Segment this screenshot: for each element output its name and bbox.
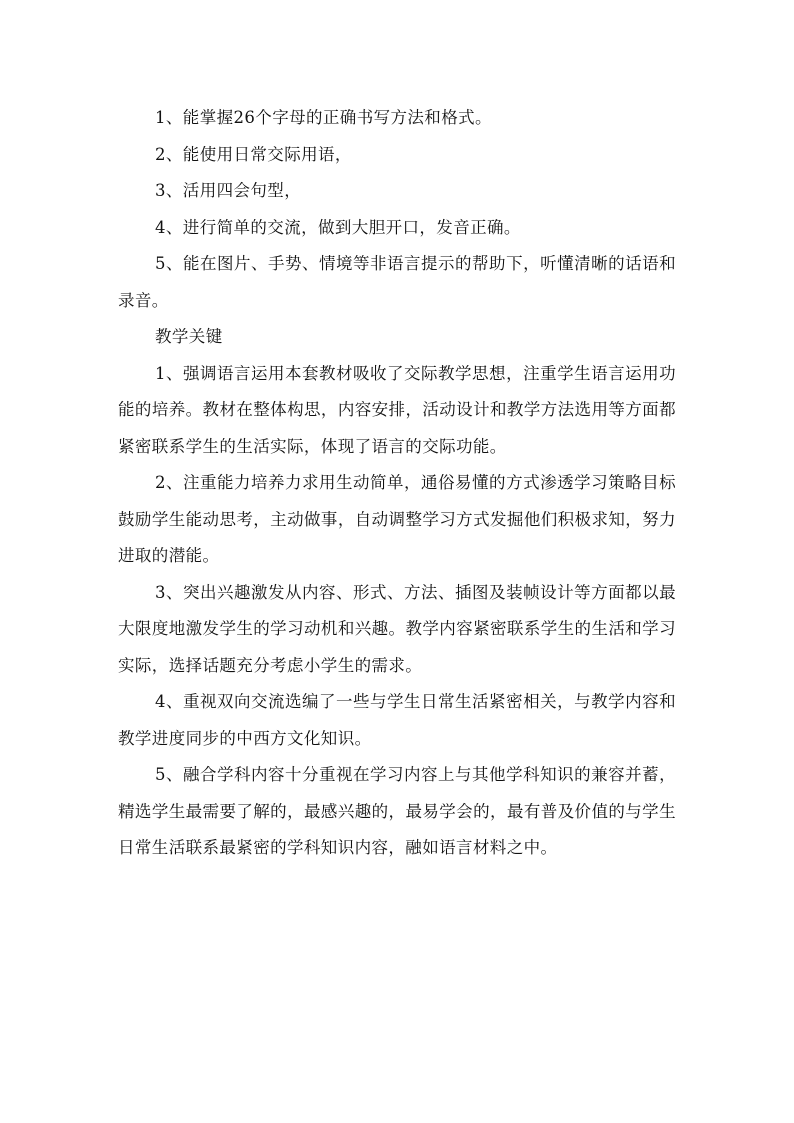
- key-point-paragraph-4: 4、重视双向交流选编了一些与学生日常生活紧密相关，与教学内容和教学进度同步的中西方文化知识。: [118, 692, 676, 748]
- section-heading: 教学关键: [155, 327, 223, 346]
- document-body: [118, 100, 676, 867]
- key-point-paragraph-2: 2、注重能力培养力求用生动简单，通俗易懂的方式渗透学习策略目标鼓励学生能动思考，主动做事，自动调整学习方式发掘他们积极求知，努力进取的潜能。: [118, 473, 676, 565]
- key-point-paragraph-1: 1、强调语言运用本套教材吸收了交际教学思想，注重学生语言运用功能的培养。教材在整体构思，内容安排，活动设计和教学方法选用等方面都紧密联系学生的生活实际，体现了语言的交际功能。: [118, 363, 676, 456]
- objective-paragraph-1: 1、能掌握26个字母的正确书写方法和格式。: [155, 108, 492, 127]
- objective-paragraph-5: 5、能在图片、手势、情境等非语言提示的帮助下，听懂清晰的话语和录音。: [118, 254, 676, 310]
- key-point-paragraph-5: 5、融合学科内容十分重视在学习内容上与其他学科知识的兼容并蓄，精选学生最需要了解的，最感兴趣的，最易学会的，最有普及价值的与学生日常生活联系最紧密的学科知识内容，融如语言材料之中。: [118, 765, 676, 857]
- key-point-paragraph-3: 3、突出兴趣激发从内容、形式、方法、插图及装帧设计等方面都以最大限度地激发学生的学习动机和兴趣。教学内容紧密联系学生的生活和学习实际，选择话题充分考虑小学生的需求。: [118, 582, 676, 675]
- objective-paragraph-3: 3、活用四会句型，: [155, 181, 302, 200]
- objective-paragraph-4: 4、进行简单的交流，做到大胆开口，发音正确。: [155, 217, 521, 237]
- objective-paragraph-2: 2、能使用日常交际用语，: [155, 144, 352, 164]
